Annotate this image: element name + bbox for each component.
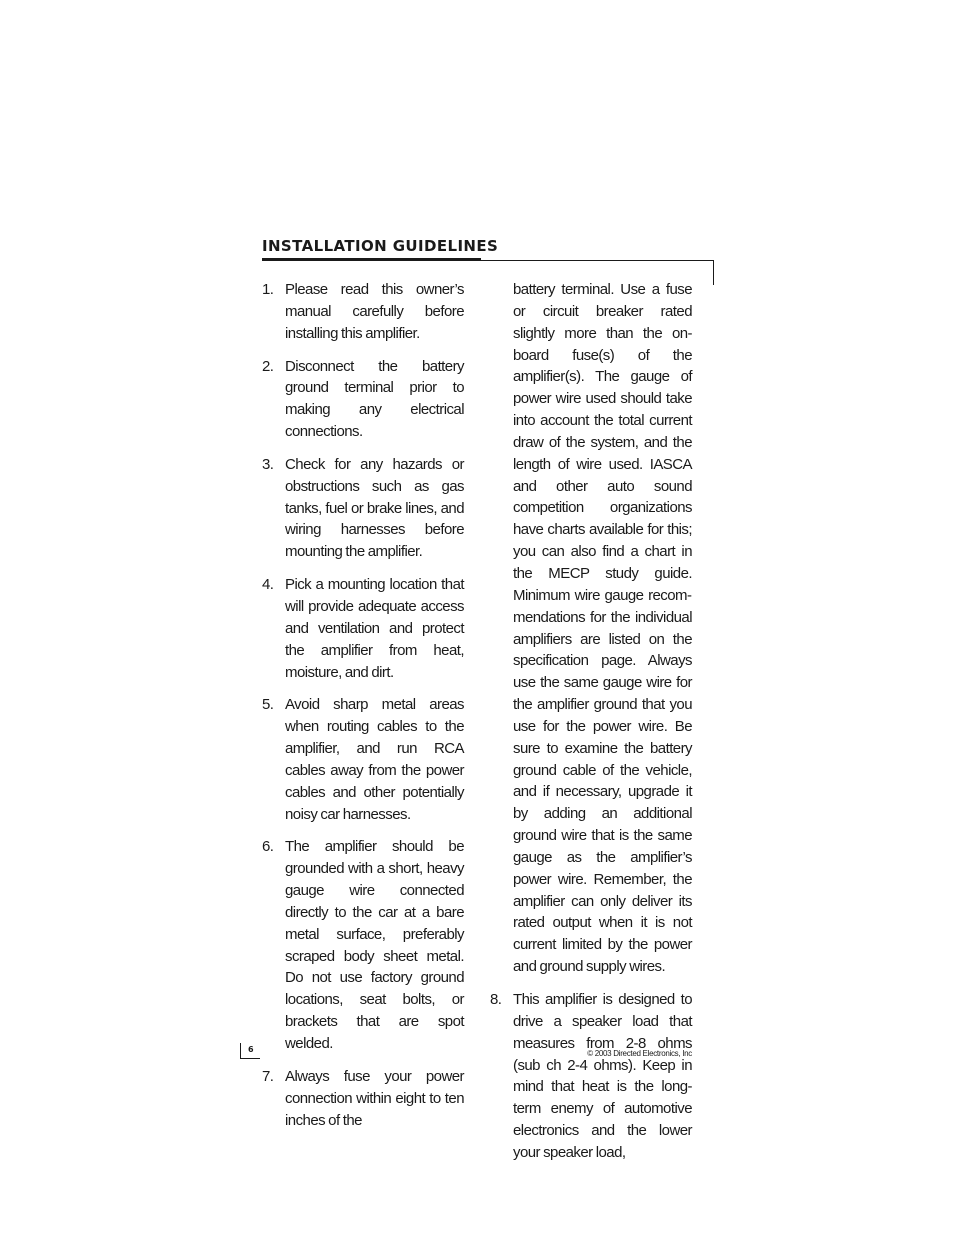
header-rule bbox=[481, 260, 714, 261]
item-text: The amplifier should be grounded with a short, heavy gauge wire connected directly to the car at a bare metal surface, preferably scraped body sheet metal. Do not use factory ground locations, seat bolts, or brackets that are spot welded. bbox=[285, 838, 464, 1052]
item-text: Avoid sharp metal areas when routing cables to the amplifier, and run RCA cables away from the power cables and other potentially noisy car harnesses. bbox=[285, 696, 464, 823]
item-number: 4. bbox=[262, 576, 274, 594]
guideline-item-2 bbox=[262, 356, 464, 443]
item-text: Please read this owner’s manual carefully before installing this amplifier. bbox=[285, 281, 464, 342]
item-number: 1. bbox=[262, 281, 274, 298]
item-number: 5. bbox=[262, 696, 274, 714]
item-text: This amplifier is designed to drive a speaker load that measures from 2-8 ohms (sub ch 2-4 ohms). Keep in mind that heat is the long-term enemy of automotive electronics and the lower your speaker load, bbox=[513, 991, 692, 1161]
page-number: 6 bbox=[248, 1045, 254, 1054]
item-text: Disconnect the battery ground terminal prior to making any electrical connections. bbox=[285, 357, 464, 441]
item-number: 7. bbox=[262, 1067, 274, 1085]
item-text: Always fuse your power connection within eight to ten inches of the bbox=[285, 1067, 464, 1129]
section-heading: INSTALLATION GUIDELINES bbox=[262, 237, 499, 255]
guideline-item-6 bbox=[262, 836, 464, 1054]
item-number: 2. bbox=[262, 357, 274, 375]
item-text: Check for any hazards or obstructions such as gas tanks, fuel or brake lines, and wiring harnesses before mounting the amplifier. bbox=[285, 455, 464, 561]
copyright-notice: © 2003 Directed Electronics, Inc bbox=[587, 1049, 692, 1058]
corner-tick-mark bbox=[713, 260, 714, 285]
guideline-item-7-continuation: battery terminal. Use a fuse or circuit breaker rated slightly more than the on-board fuse(s) of the amplifier(s). The gauge of power wire used should take into account the total current draw of the system, and the length of wire used. IASCA and other auto sound competition organizations have charts available for this; you can also find a chart in the MECP study guide. Minimum wire gauge recommendations for the individual amplifiers are listed on the specification page. Always use the same gauge wire for the amplifier ground that you use for the power wire. Be sure to examine the battery ground cable of the vehicle, and if necessary, upgrade it by adding an additional ground wire that is the same gauge as the amplifier’s power wire. Remember, the amplifier can only deliver its rated output when it is not current limited by the power and ground supply wires. bbox=[513, 281, 692, 976]
guideline-item-5 bbox=[262, 694, 464, 825]
heading-underline bbox=[262, 258, 481, 261]
guideline-item-8 bbox=[490, 989, 692, 1164]
left-column bbox=[262, 279, 464, 1142]
item-text: Pick a mounting location that will provide adequate access and ventilation and protect the amplifier from heat, moisture, and dirt. bbox=[285, 576, 464, 681]
item-number: 8. bbox=[490, 991, 502, 1008]
guideline-item-7 bbox=[262, 1066, 464, 1132]
guideline-item-3 bbox=[262, 454, 464, 563]
guideline-item-4 bbox=[262, 574, 464, 683]
right-column bbox=[490, 279, 692, 1175]
guideline-item-1 bbox=[262, 279, 464, 345]
item-number: 3. bbox=[262, 455, 274, 473]
item-number: 6. bbox=[262, 838, 274, 856]
